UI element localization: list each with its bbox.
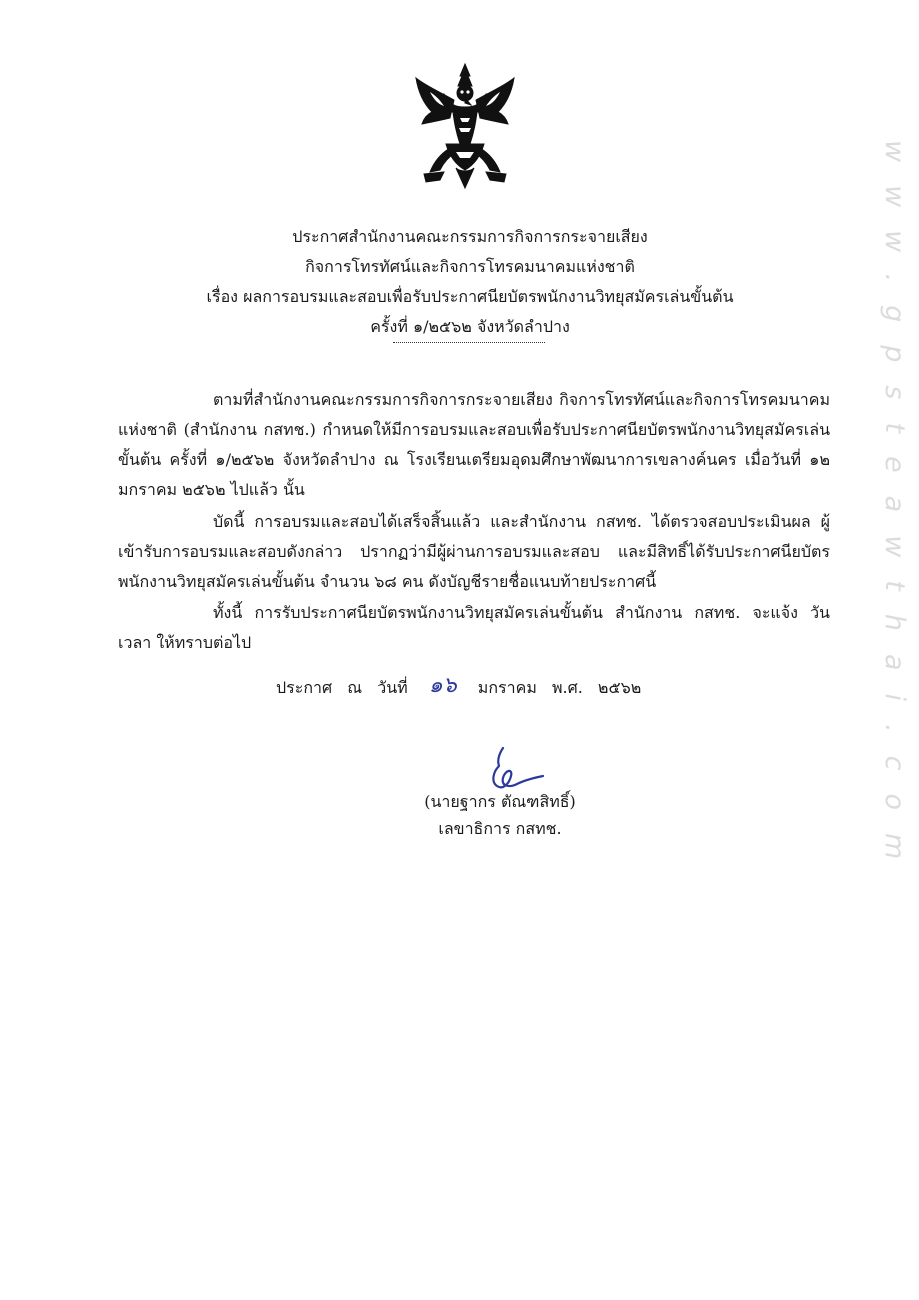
title-line-session: ครั้งที่ ๑/๒๕๖๒ จังหวัดลำปาง — [370, 317, 570, 336]
announce-year: ๒๕๖๒ — [597, 678, 642, 697]
signatory-name: (นายฐากร ตัณฑสิทธิ์) — [424, 792, 576, 811]
title-line-agency: ประกาศสำนักงานคณะกรรมการกิจการกระจายเสียง — [292, 227, 648, 246]
announce-month: มกราคม — [477, 678, 537, 697]
watermark-text: www.gpsteawthai.com — [879, 140, 910, 883]
title-line-agency-cont: กิจการโทรทัศน์และกิจการโทรคมนาคมแห่งชาติ — [305, 257, 635, 276]
signatory-position: เลขาธิการ กสทช. — [438, 819, 562, 838]
title-divider — [393, 342, 545, 343]
announce-era: พ.ศ. — [551, 678, 583, 697]
paragraph-results: บัดนี้ การอบรมและสอบได้เสร็จสิ้นแล้ว และสำนักงาน กสทช. ได้ตรวจสอบประเมินผล ผู้เข้ารับการอบรมและสอบดังกล่าว ปรากฏว่ามีผู้ผ่านการอบรมและสอบ และมีสิทธิ์ได้รับประกาศนียบัตรพนักงานวิทยุสมัครเล่นขั้นต้น จำนวน ๖๘ คน ดังบัญชีรายชื่อแนบท้ายประกาศนี้ — [118, 512, 830, 591]
announce-prefix: ประกาศ — [276, 678, 333, 697]
announcement-date-line — [276, 672, 641, 703]
announce-day-label: วันที่ — [377, 678, 408, 697]
announcement-title — [120, 222, 820, 342]
paragraph-notice: ทั้งนี้ การรับประกาศนียบัตรพนักงานวิทยุสมัครเล่นขั้นต้น สำนักงาน กสทช. จะแจ้ง วัน เวลา ให้ทราบต่อไป — [118, 603, 830, 652]
title-line-subject: เรื่อง ผลการอบรมและสอบเพื่อรับประกาศนียบัตรพนักงานวิทยุสมัครเล่นขั้นต้น — [206, 287, 734, 306]
handwritten-day: ๑๖ — [428, 673, 457, 698]
paragraph-background: ตามที่สำนักงานคณะกรรมการกิจการกระจายเสียง กิจการโทรทัศน์และกิจการโทรคมนาคมแห่งชาติ (สำนักงาน กสทช.) กำหนดให้มีการอบรมและสอบเพื่อรับประกาศนียบัตรพนักงานวิทยุสมัครเล่นขั้นต้น ครั้งที่ ๑/๒๕๖๒ จังหวัดลำปาง ณ โรงเรียนเตรียมอุดมศึกษาพัฒนาการเขลางค์นคร เมื่อวันที่ ๑๒ มกราคม ๒๕๖๒ ไปแล้ว นั้น — [118, 390, 830, 499]
garuda-emblem-icon — [410, 62, 520, 192]
announce-at: ณ — [347, 678, 363, 697]
